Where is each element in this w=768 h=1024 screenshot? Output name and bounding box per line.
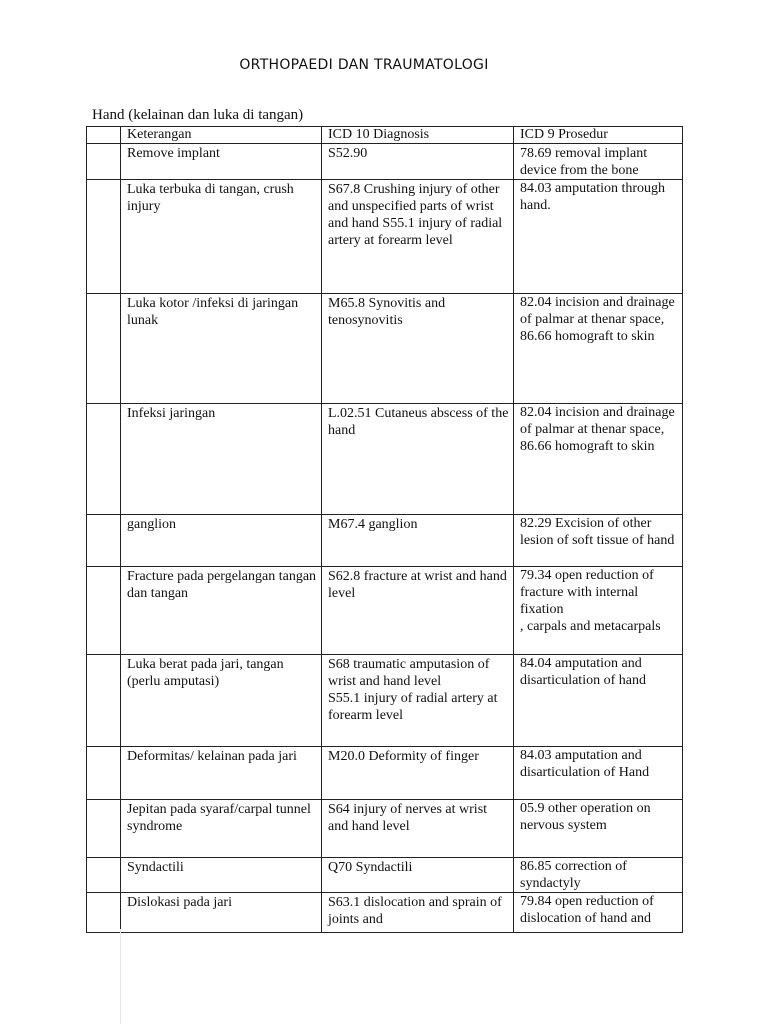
row-number [87,515,121,567]
header-keterangan: Keterangan [121,127,322,144]
table-row [87,655,683,747]
cell-keterangan: Infeksi jaringan [121,404,322,515]
cell-icd10-diagnosis: M67.4 ganglion [322,515,514,567]
cell-icd9-prosedur: 78.69 removal implant device from the bone [514,144,683,180]
cell-icd10-diagnosis: S67.8 Crushing injury of other and unspecified parts of wrist and hand S55.1 injury of radial artery at forearm level [322,180,514,294]
page-margin-line [120,929,121,1024]
cell-icd9-prosedur: 82.04 incision and drainage of palmar at thenar space, 86.66 homograft to skin [514,404,683,515]
cell-keterangan: ganglion [121,515,322,567]
cell-icd9-prosedur: 82.29 Excision of other lesion of soft tissue of hand [514,515,683,567]
cell-icd9-prosedur: 84.03 amputation through hand. [514,180,683,294]
page-title: ORTHOPAEDI DAN TRAUMATOLOGI [239,57,489,73]
cell-icd9-prosedur: 86.85 correction of syndactyly [514,858,683,893]
section-subtitle: Hand (kelainan dan luka di tangan) [92,107,304,123]
cell-keterangan: Deformitas/ kelainan pada jari [121,747,322,800]
cell-icd9-prosedur: 82.04 incision and drainage of palmar at thenar space, 86.66 homograft to skin [514,294,683,404]
cell-keterangan: Dislokasi pada jari [121,893,322,933]
row-number [87,404,121,515]
table-row [87,404,683,515]
cell-keterangan: Remove implant [121,144,322,180]
table-body [87,144,683,933]
cell-keterangan: Luka kotor /infeksi di jaringan lunak [121,294,322,404]
cell-icd10-diagnosis: S52.90 [322,144,514,180]
cell-icd10-diagnosis: M65.8 Synovitis and tenosynovitis [322,294,514,404]
row-number [87,893,121,933]
cell-icd9-prosedur: 79.84 open reduction of dislocation of hand and [514,893,683,933]
header-icd10: ICD 10 Diagnosis [322,127,514,144]
cell-icd9-prosedur: 05.9 other operation on nervous system [514,800,683,858]
cell-icd10-diagnosis: S62.8 fracture at wrist and hand level [322,567,514,655]
row-number [87,294,121,404]
row-number [87,144,121,180]
cell-icd10-diagnosis: S64 injury of nerves at wrist and hand level [322,800,514,858]
cell-icd9-prosedur: 84.04 amputation and disarticulation of hand [514,655,683,747]
cell-keterangan: Luka berat pada jari, tangan (perlu amputasi) [121,655,322,747]
row-number [87,567,121,655]
row-number [87,858,121,893]
header-number [87,127,121,144]
table-row [87,567,683,655]
row-number [87,800,121,858]
table-row [87,893,683,933]
table-row [87,800,683,858]
table-row [87,858,683,893]
table-header-row [87,127,683,144]
row-number [87,655,121,747]
cell-keterangan: Jepitan pada syaraf/carpal tunnel syndrome [121,800,322,858]
table-row [87,294,683,404]
cell-icd9-prosedur: 79.34 open reduction of fracture with internal fixation , carpals and metacarpals [514,567,683,655]
table-row [87,144,683,180]
row-number [87,747,121,800]
table-row [87,180,683,294]
cell-icd9-prosedur: 84.03 amputation and disarticulation of Hand [514,747,683,800]
row-number [87,180,121,294]
cell-icd10-diagnosis: M20.0 Deformity of finger [322,747,514,800]
cell-icd10-diagnosis: S63.1 dislocation and sprain of joints and [322,893,514,933]
table-row [87,747,683,800]
cell-icd10-diagnosis: Q70 Syndactili [322,858,514,893]
cell-icd10-diagnosis: S68 traumatic amputasion of wrist and hand level S55.1 injury of radial artery at forearm level [322,655,514,747]
icd-table [86,126,683,933]
header-icd9: ICD 9 Prosedur [514,127,683,144]
table-row [87,515,683,567]
cell-icd10-diagnosis: L.02.51 Cutaneus abscess of the hand [322,404,514,515]
cell-keterangan: Syndactili [121,858,322,893]
cell-keterangan: Luka terbuka di tangan, crush injury [121,180,322,294]
cell-keterangan: Fracture pada pergelangan tangan dan tangan [121,567,322,655]
